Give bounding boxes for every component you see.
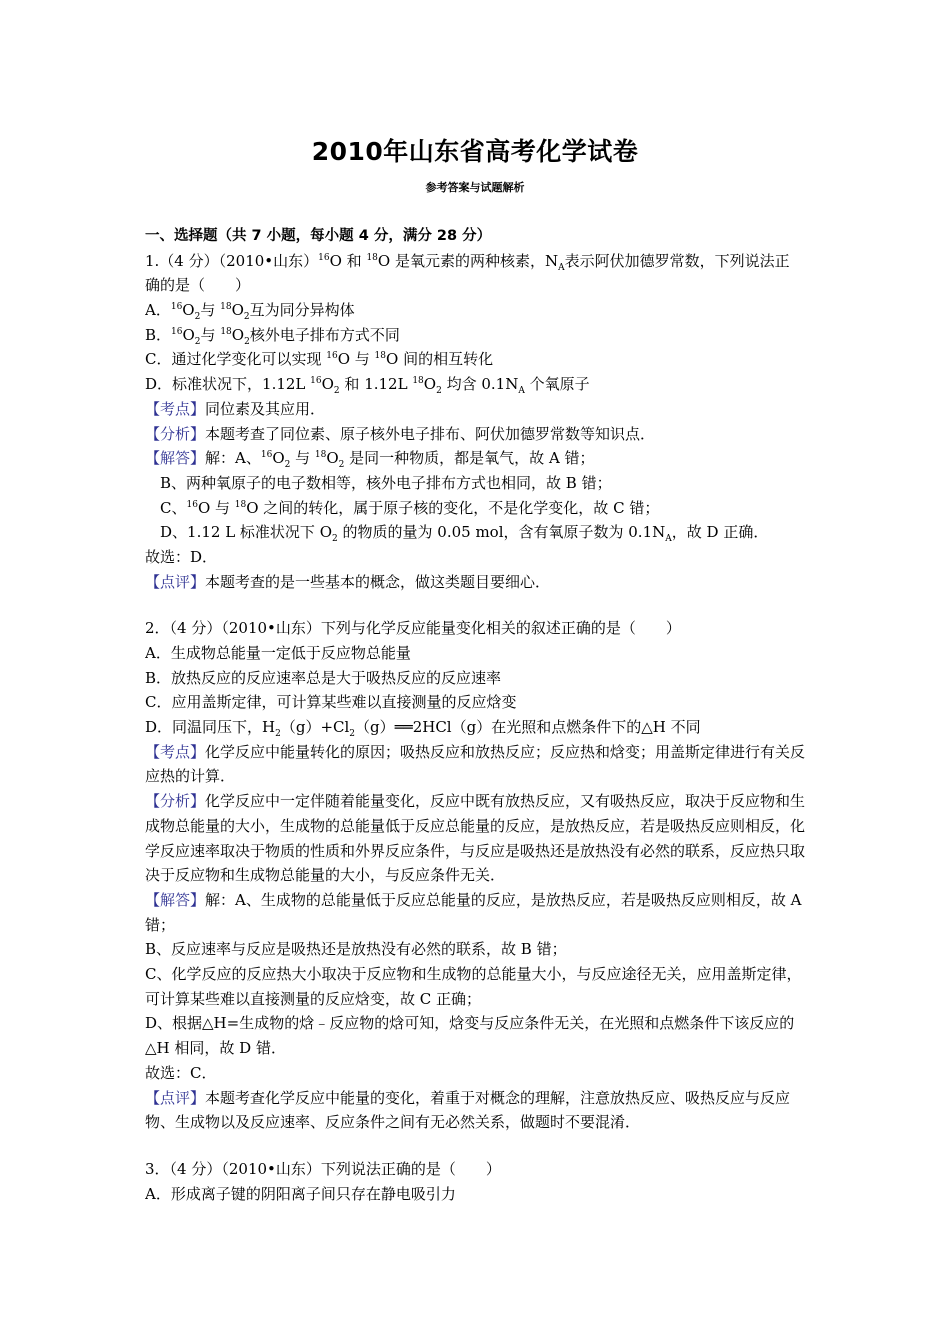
q2-jieda-d: D、根据△H=生成物的焓﹣反应物的焓可知，焓变与反应条件无关，在光照和点燃条件下该反应的△H 相同，故 D 错． <box>145 1014 795 1058</box>
jieda-text: C、 <box>160 498 187 517</box>
mass-number: 18 <box>366 252 378 263</box>
mass-number: 16 <box>170 302 183 313</box>
subscript: 2 <box>338 460 345 471</box>
dianping-tag: 【点评】 <box>145 1088 206 1107</box>
jieda-text: O 与 <box>197 498 235 517</box>
jieda-text: 是同一种物质，都是氧气，故 A 错； <box>344 449 595 468</box>
q1-stem-part: O 和 <box>329 251 367 270</box>
document-body <box>145 224 810 1206</box>
option-text: （g）══2HCl（g）在光照和点燃条件下的△H 不同 <box>355 718 701 737</box>
q2-jieda-b: B、反应速率与反应是吸热还是放热没有必然的联系，故 B 错； <box>145 940 567 959</box>
element: O <box>182 301 195 320</box>
jieda-text: 与 <box>290 449 315 468</box>
q2-dianping <box>145 1086 810 1135</box>
mass-number: 16 <box>326 351 338 362</box>
jieda-tag: 【解答】 <box>145 890 206 909</box>
fenxi-text: 化学反应中一定伴随着能量变化，反应中既有放热反应，又有吸热反应，取决于反应物和生成物总能量的大小，生成物的总能量低于反应总能量的反应，是放热反应，若是吸热反应则相反，化学反应速率取决于物质的性质和外界反应条件，与反应是吸热还是放热没有必然的联系，反应热只取决于反应物和生成物总能量的大小，与反应条件无关． <box>145 792 806 885</box>
q1-stem-part: 表示阿伏加德罗常数，下列说法正 <box>564 251 790 270</box>
element: O <box>231 325 245 344</box>
dianping-text: 本题考查化学反应中能量的变化，着重于对概念的理解，注意放热反应、吸热反应与反应物、生成物以及反应速率、反应条件之间有无必然关系，做题时不要混淆． <box>145 1088 791 1132</box>
q1-fenxi <box>145 422 810 447</box>
q2-jieda <box>145 888 810 937</box>
subscript: 2 <box>436 386 442 397</box>
mass-number: 18 <box>412 376 424 387</box>
element: O <box>182 325 195 344</box>
q1-jieda-b: B、两种氧原子的电子数相等，核外电子排布方式也相同，故 B 错； <box>160 473 612 492</box>
subscript: 2 <box>194 312 201 323</box>
subscript: 2 <box>332 534 338 545</box>
q2-jieda-c: C、化学反应的反应热大小取决于反应物和生成物的总能量大小，与反应途径无关，应用盖斯定律，可计算某些难以直接测量的反应焓变，故 C 正确； <box>145 965 802 1008</box>
subscript: 2 <box>244 336 250 347</box>
subscript: A <box>558 262 565 273</box>
option-text: （g）+Cl <box>280 718 350 737</box>
q2-answer: 故选：C． <box>145 1063 217 1082</box>
q1-answer: 故选：D． <box>145 547 218 566</box>
q3-stem: 3．（4 分）（2010•山东）下列说法正确的是（ ） <box>145 1159 501 1178</box>
jieda-text: ，故 D 正确． <box>671 523 769 542</box>
subscript: 2 <box>243 312 250 323</box>
q2-stem: 2．（4 分）（2010•山东）下列与化学反应能量变化相关的叙述正确的是（ ） <box>145 619 681 638</box>
mass-number: 16 <box>171 326 183 337</box>
mass-number: 16 <box>310 376 322 387</box>
mass-number: 18 <box>220 302 232 313</box>
q1-stem-part: O 是氧元素的两种核素，N <box>377 251 559 270</box>
subscript: 2 <box>275 729 281 740</box>
mass-number: 16 <box>186 499 198 510</box>
option-text: 与 <box>200 325 221 344</box>
jieda-tag: 【解答】 <box>145 449 206 468</box>
mass-number: 18 <box>374 351 386 362</box>
option-text: O 间的相互转化 <box>386 350 494 369</box>
dianping-tag: 【点评】 <box>145 572 206 591</box>
subscript: A <box>665 534 672 545</box>
jieda-text: D、1.12 L 标准状况下 O <box>160 523 332 542</box>
subscript: 2 <box>284 460 291 471</box>
q1-kaodian <box>145 397 810 422</box>
q2-option-c: C．应用盖斯定律，可计算某些难以直接测量的反应焓变 <box>145 693 517 712</box>
page-title: 2010年山东省高考化学试卷 <box>311 137 639 166</box>
element: O <box>321 375 334 394</box>
kaodian-text: 化学反应中能量转化的原因；吸热反应和放热反应；反应热和焓变；用盖斯定律进行有关反应热的计算． <box>145 742 806 786</box>
element: O <box>231 301 244 320</box>
subscript: 2 <box>333 386 340 397</box>
option-text: 个氧原子 <box>524 375 590 394</box>
q1-stem-cont: 确的是（ ） <box>145 276 251 295</box>
q1-option-b <box>145 323 810 348</box>
option-text: D．同温同压下，H <box>145 718 276 737</box>
q1-option-c <box>145 347 810 372</box>
q1-dianping <box>145 570 810 595</box>
subscript: 2 <box>349 729 356 740</box>
dianping-text: 本题考查的是一些基本的概念，做这类题目要细心． <box>205 572 551 591</box>
option-text: 和 1.12L <box>339 375 413 394</box>
q2-option-a: A．生成物总能量一定低于反应物总能量 <box>145 644 411 662</box>
q1-jieda-d <box>145 520 810 545</box>
q1-stem-prefix: 1.（4 分）（2010•山东） <box>145 251 319 270</box>
option-text: D．标准状况下，1.12L <box>145 375 311 394</box>
q2-fenxi <box>145 789 810 888</box>
mass-number: 18 <box>220 326 232 337</box>
fenxi-text: 本题考查了同位素、原子核外电子排布、阿伏加德罗常数等知识点． <box>205 424 656 443</box>
jieda-text: O 之间的转化，属于原子核的变化，不是化学变化，故 C 错； <box>246 498 660 517</box>
section-heading: 一、选择题（共 7 小题，每小题 4 分，满分 28 分） <box>145 228 492 244</box>
spacer <box>145 594 810 616</box>
kaodian-tag: 【考点】 <box>145 399 206 418</box>
q1-jieda-c <box>145 496 810 521</box>
option-text: C．通过化学变化可以实现 <box>145 350 327 369</box>
jieda-text: 的物质的量为 0.05 mol，含有氧原子数为 0.1N <box>337 523 666 542</box>
q1-stem <box>145 249 810 274</box>
option-text: 与 <box>200 301 221 320</box>
jieda-text: 解：A、生成物的总能量低于反应总能量的反应，是放热反应，若是吸热反应则相反，故 A 错； <box>145 890 802 934</box>
fenxi-tag: 【分析】 <box>145 792 206 811</box>
element: O <box>423 375 437 394</box>
mass-number: 16 <box>318 252 330 263</box>
mass-number: 16 <box>260 450 273 461</box>
q2-kaodian <box>145 740 810 789</box>
mass-number: 18 <box>234 499 247 510</box>
option-label: A． <box>145 301 171 320</box>
element: O <box>326 449 339 468</box>
option-label: B． <box>145 325 172 344</box>
jieda-text: 解：A、 <box>205 449 261 468</box>
element: O <box>272 449 285 468</box>
q1-option-d <box>145 372 810 397</box>
subscript: A <box>518 386 525 397</box>
fenxi-tag: 【分析】 <box>145 424 206 443</box>
q2-option-d <box>145 715 810 740</box>
spacer <box>145 1135 810 1157</box>
q3-option-a: A．形成离子键的阴阳离子间只存在静电吸引力 <box>145 1184 456 1203</box>
mass-number: 18 <box>314 450 327 461</box>
kaodian-tag: 【考点】 <box>145 742 206 761</box>
option-text: 均含 0.1N <box>441 375 519 394</box>
q2-option-b: B．放热反应的反应速率总是大于吸热反应的反应速率 <box>145 668 502 687</box>
subscript: 2 <box>194 336 201 347</box>
option-text: 互为同分异构体 <box>249 301 355 320</box>
q1-jieda <box>145 446 810 471</box>
page-subtitle: 参考答案与试题解析 <box>425 181 525 194</box>
option-text: O 与 <box>337 350 375 369</box>
q1-option-a <box>145 298 810 323</box>
option-text: 核外电子排布方式不同 <box>249 325 400 344</box>
kaodian-text: 同位素及其应用． <box>205 399 326 418</box>
